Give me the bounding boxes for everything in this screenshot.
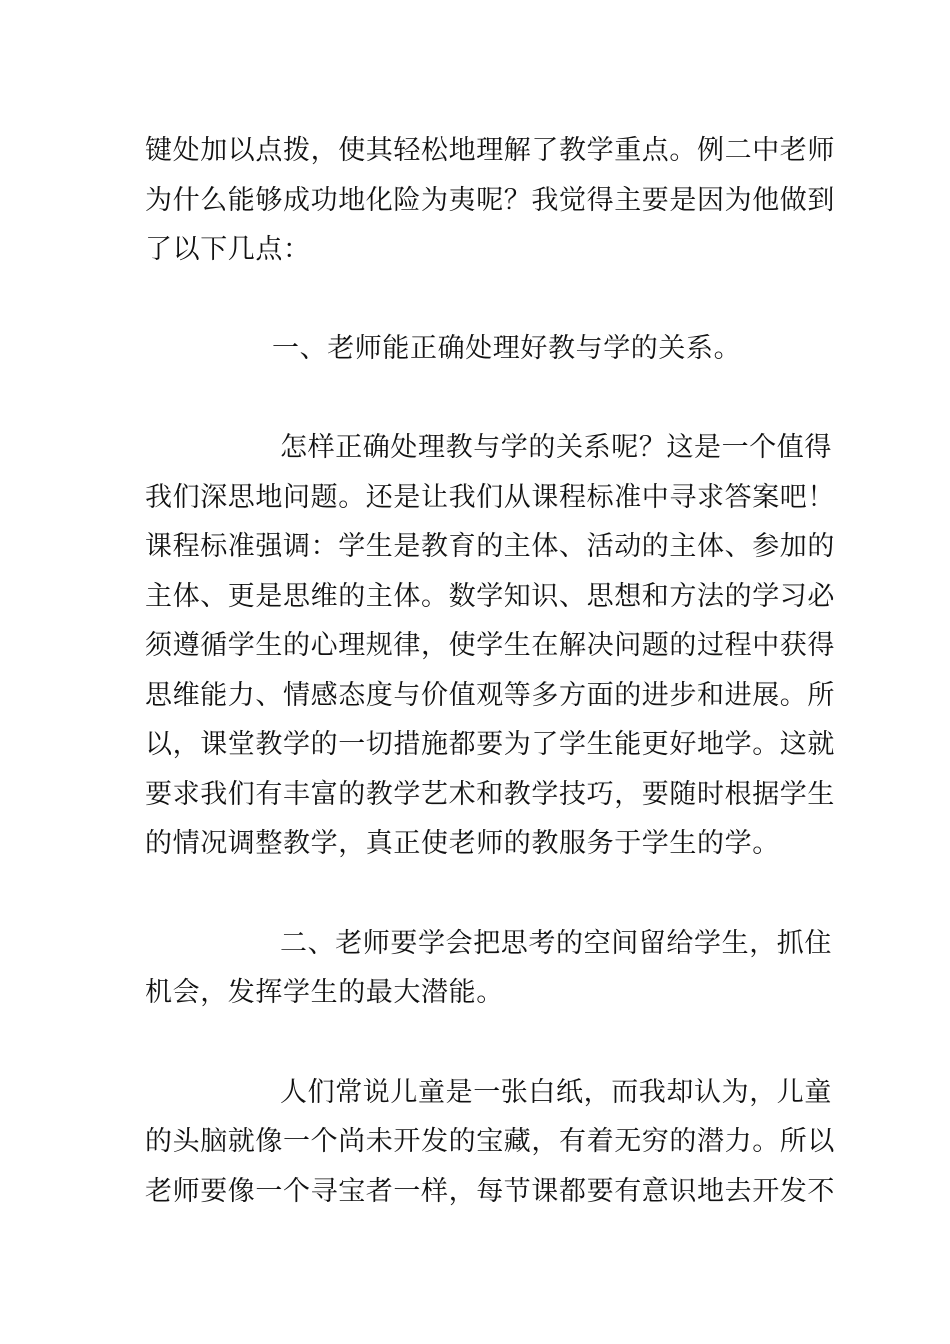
- paragraph-line: 须遵循学生的心理规律，使学生在解决问题的过程中获得: [145, 630, 835, 661]
- paragraph-line: 主体、更是思维的主体。数学知识、思想和方法的学习必: [145, 581, 835, 612]
- paragraph-line: 要求我们有丰富的教学艺术和教学技巧，要随时根据学生: [145, 779, 835, 810]
- paragraph-line: 的头脑就像一个尚未开发的宝藏，有着无穷的潜力。所以: [145, 1126, 835, 1157]
- intro-line: 为什么能够成功地化险为夷呢？我觉得主要是因为他做到: [145, 185, 835, 216]
- paragraph-line: 怎样正确处理教与学的关系呢？这是一个值得: [280, 432, 832, 463]
- section-heading: 一、老师能正确处理好教与学的关系。: [272, 333, 742, 364]
- paragraph-line: 思维能力、情感态度与价值观等多方面的进步和进展。所: [145, 680, 835, 711]
- paragraph-line: 人们常说儿童是一张白纸，而我却认为，儿童: [280, 1077, 832, 1108]
- paragraph-line: 我们深思地问题。还是让我们从课程标准中寻求答案吧！: [145, 482, 835, 513]
- section-heading: 二、老师要学会把思考的空间留给学生，抓住: [280, 928, 832, 959]
- section-heading: 机会，发挥学生的最大潜能。: [145, 977, 504, 1008]
- paragraph-line: 课程标准强调：学生是教育的主体、活动的主体、参加的: [145, 531, 835, 562]
- intro-line: 了以下几点：: [145, 234, 311, 265]
- paragraph-line: 以，课堂教学的一切措施都要为了学生能更好地学。这就: [145, 729, 835, 760]
- paragraph-line: 的情况调整教学，真正使老师的教服务于学生的学。: [145, 828, 780, 859]
- paragraph-line: 老师要像一个寻宝者一样，每节课都要有意识地去开发不: [145, 1176, 835, 1207]
- intro-line: 键处加以点拨，使其轻松地理解了教学重点。例二中老师: [145, 135, 835, 166]
